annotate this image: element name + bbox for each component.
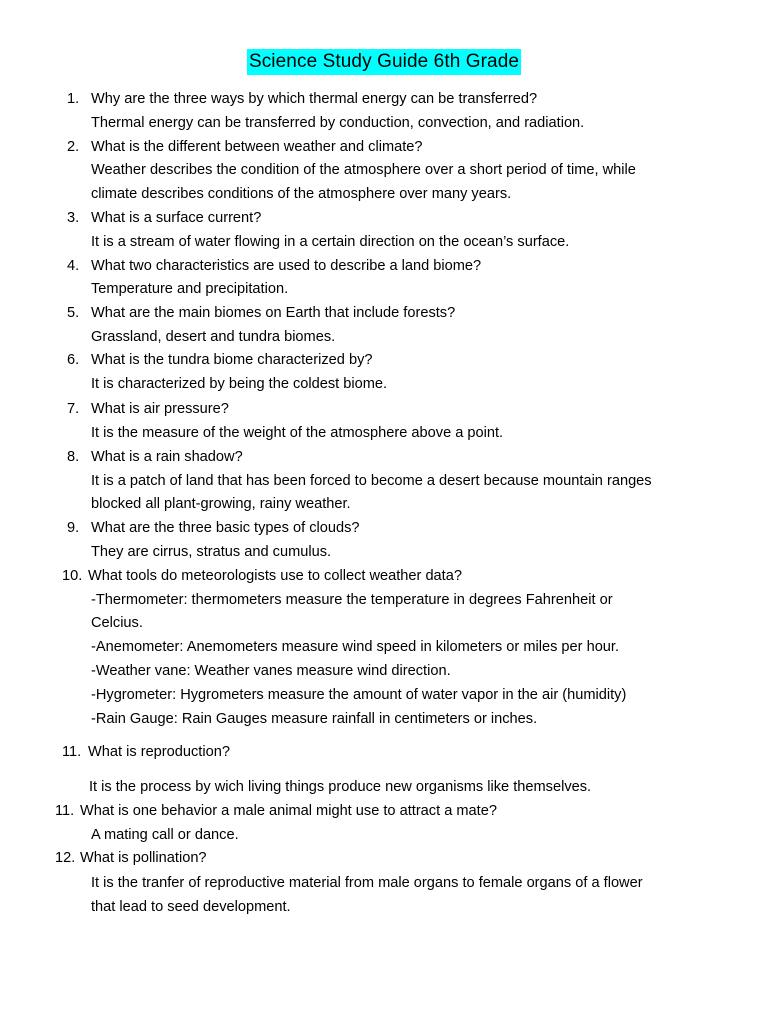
answer-text: blocked all plant-growing, rainy weather. (91, 496, 351, 512)
answer-text: -Hygrometer: Hygrometers measure the amount of water vapor in the air (humidity) (91, 687, 627, 703)
answer-text: Grassland, desert and tundra biomes. (91, 329, 336, 345)
question-text: What tools do meteorologists use to collect weather data? (88, 568, 462, 584)
answer-text: It is a stream of water flowing in a certain direction on the ocean’s surface. (91, 234, 570, 250)
item-number: 4. (67, 258, 80, 274)
question-text: What is air pressure? (91, 401, 229, 417)
answer-text: -Anemometer: Anemometers measure wind speed in kilometers or miles per hour. (91, 639, 620, 655)
question-text: What is a rain shadow? (91, 449, 243, 465)
question-text: What is the different between weather and climate? (91, 139, 423, 155)
answer-text: -Rain Gauge: Rain Gauges measure rainfall in centimeters or inches. (91, 711, 538, 727)
page-title: Science Study Guide 6th Grade (247, 49, 521, 75)
item-number: 8. (67, 449, 80, 465)
answer-text: It is characterized by being the coldest biome. (91, 376, 388, 392)
answer-text: climate describes conditions of the atmosphere over many years. (91, 186, 512, 202)
title-wrapper (0, 49, 768, 75)
item-number: 9. (67, 520, 80, 536)
item-number: 12. (55, 850, 76, 866)
question-text: What are the main biomes on Earth that include forests? (91, 305, 456, 321)
answer-text: -Weather vane: Weather vanes measure wind direction. (91, 663, 451, 679)
item-number: 6. (67, 352, 80, 368)
question-text: What is the tundra biome characterized by? (91, 352, 373, 368)
item-number: 2. (67, 139, 80, 155)
item-number: 11. (55, 803, 75, 819)
question-text: What two characteristics are used to describe a land biome? (91, 258, 482, 274)
question-text: What is pollination? (80, 850, 207, 866)
answer-text: It is a patch of land that has been forced to become a desert because mountain ranges (91, 473, 652, 489)
answer-text: It is the process by wich living things produce new organisms like themselves. (89, 779, 592, 795)
question-text: What is one behavior a male animal might use to attract a mate? (80, 803, 497, 819)
question-text: What is reproduction? (88, 744, 230, 760)
question-text: What are the three basic types of clouds? (91, 520, 360, 536)
answer-text: that lead to seed development. (91, 899, 291, 915)
item-number: 7. (67, 401, 80, 417)
answer-text: Temperature and precipitation. (91, 281, 289, 297)
answer-text: Weather describes the condition of the atmosphere over a short period of time, while (91, 162, 636, 178)
answer-text: It is the tranfer of reproductive material from male organs to female organs of a flower (91, 875, 643, 891)
item-number: 5. (67, 305, 80, 321)
item-number: 11. (62, 744, 82, 760)
item-number: 10. (62, 568, 83, 584)
answer-text: -Thermometer: thermometers measure the temperature in degrees Fahrenheit or (91, 592, 613, 608)
item-number: 1. (67, 91, 80, 107)
question-text: Why are the three ways by which thermal energy can be transferred? (91, 91, 538, 107)
answer-text: Thermal energy can be transferred by conduction, convection, and radiation. (91, 115, 585, 131)
answer-text: It is the measure of the weight of the atmosphere above a point. (91, 425, 504, 441)
answer-text: Celcius. (91, 615, 143, 631)
item-number: 3. (67, 210, 80, 226)
answer-text: A mating call or dance. (91, 827, 239, 843)
question-text: What is a surface current? (91, 210, 262, 226)
answer-text: They are cirrus, stratus and cumulus. (91, 544, 332, 560)
